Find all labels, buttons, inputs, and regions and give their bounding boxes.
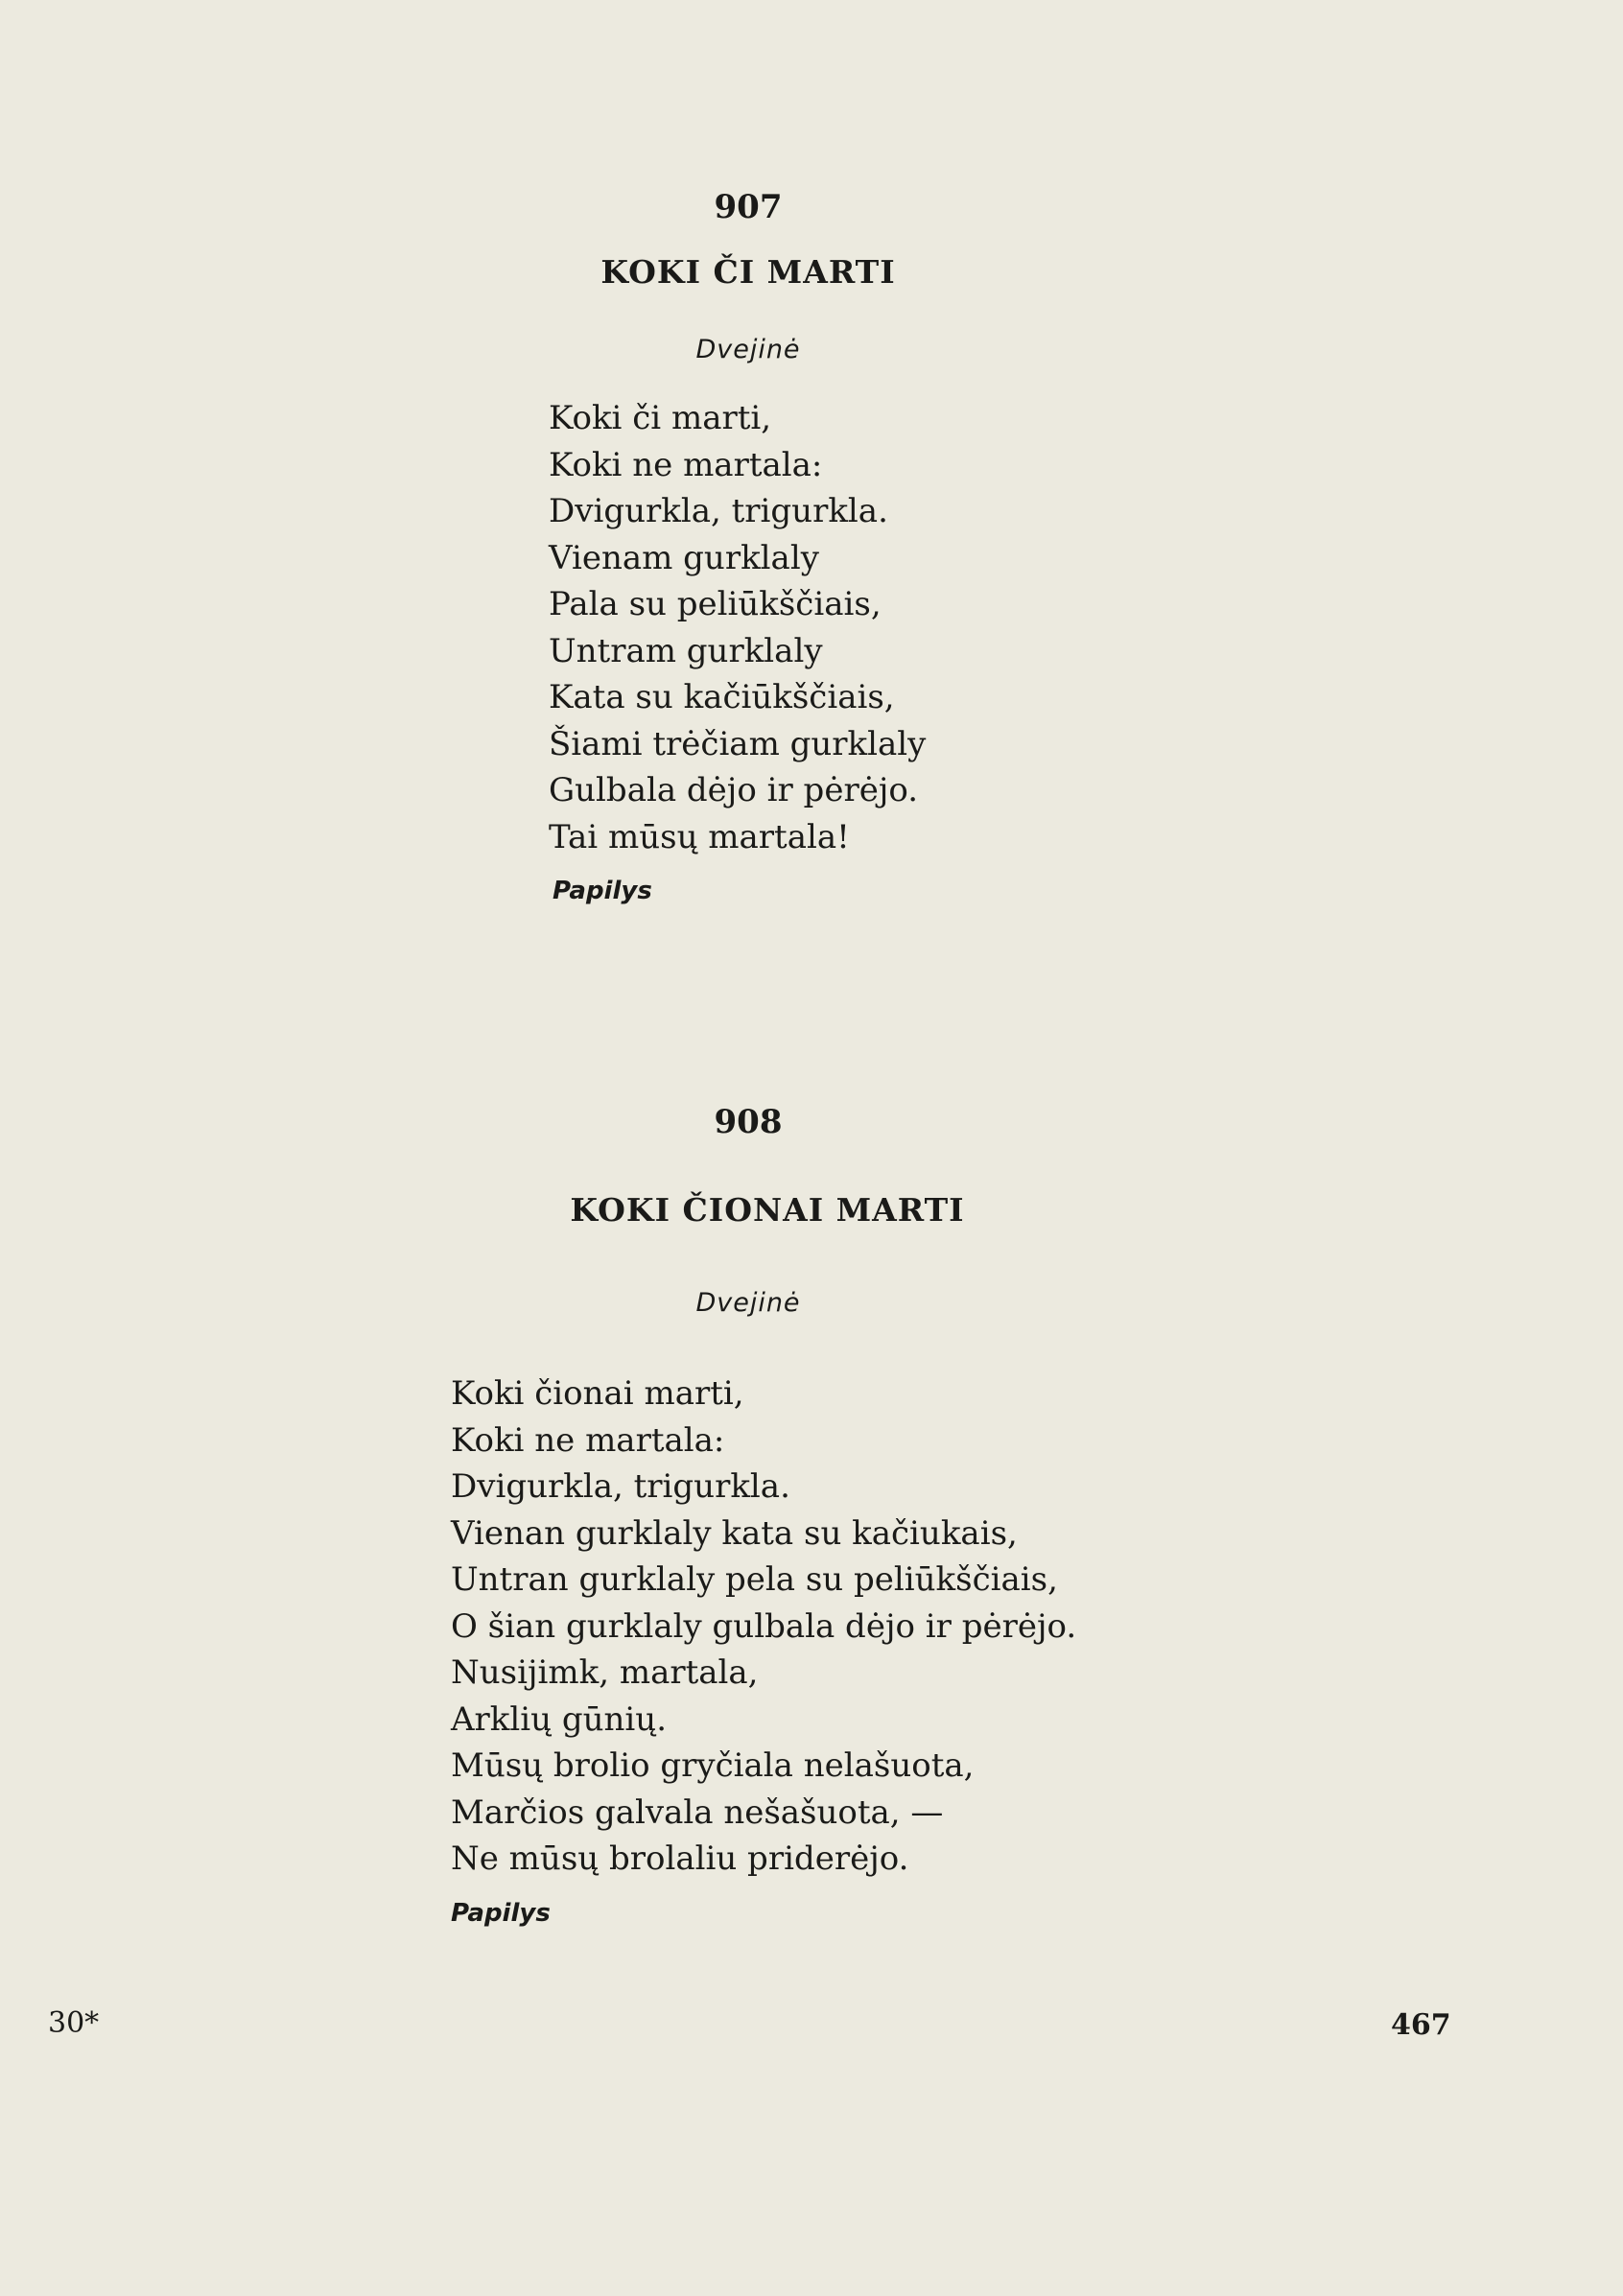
verse-line: Marčios galvala nešašuota, — (451, 1792, 944, 1832)
verse-line: Vienan gurklaly kata su kačiukais, (451, 1513, 1018, 1553)
song-genre: Dvejinė (695, 335, 801, 364)
verse-line: Koki či marti, (549, 399, 772, 437)
verse-line: Vienam gurklaly (549, 538, 819, 577)
song-verse (549, 395, 926, 860)
song-verse (451, 1371, 1076, 1883)
verse-line: Dvigurkla, trigurkla. (549, 492, 888, 530)
signature-mark: 30* (48, 2006, 100, 2040)
verse-line: Ne mūsų brolaliu priderėjo. (451, 1839, 909, 1878)
verse-line: Koki ne martala: (549, 445, 823, 484)
verse-line: Gulbala dėjo ir pėrėjo. (549, 771, 919, 809)
verse-line: Untran gurklaly pela su peliūkščiais, (451, 1560, 1058, 1599)
verse-line: Pala su peliūkščiais, (549, 585, 882, 623)
song-source: Papilys (451, 1899, 551, 1928)
song-number: 907 (714, 188, 783, 226)
verse-line: Koki čionai marti, (451, 1374, 744, 1413)
verse-line: Šiami trėčiam gurklaly (549, 724, 927, 763)
song-title: KOKI ČI MARTI (600, 253, 896, 291)
song-number: 908 (714, 1103, 783, 1141)
verse-line: O šian gurklaly gulbala dėjo ir pėrėjo. (451, 1606, 1077, 1646)
verse-line: Tai mūsų martala! (549, 817, 850, 856)
verse-line: Dvigurkla, trigurkla. (451, 1467, 790, 1506)
page-number: 467 (1391, 2008, 1451, 2042)
song-genre: Dvejinė (695, 1288, 801, 1318)
verse-line: Mūsų brolio gryčiala nelašuota, (451, 1746, 975, 1785)
song-title: KOKI ČIONAI MARTI (570, 1191, 965, 1229)
verse-line: Arklių gūnių. (451, 1699, 668, 1739)
verse-line: Kata su kačiūkščiais, (549, 678, 895, 716)
song-source: Papilys (553, 877, 652, 905)
verse-line: Untram gurklaly (549, 631, 823, 670)
verse-line: Koki ne martala: (451, 1420, 725, 1460)
verse-line: Nusijimk, martala, (451, 1653, 759, 1692)
